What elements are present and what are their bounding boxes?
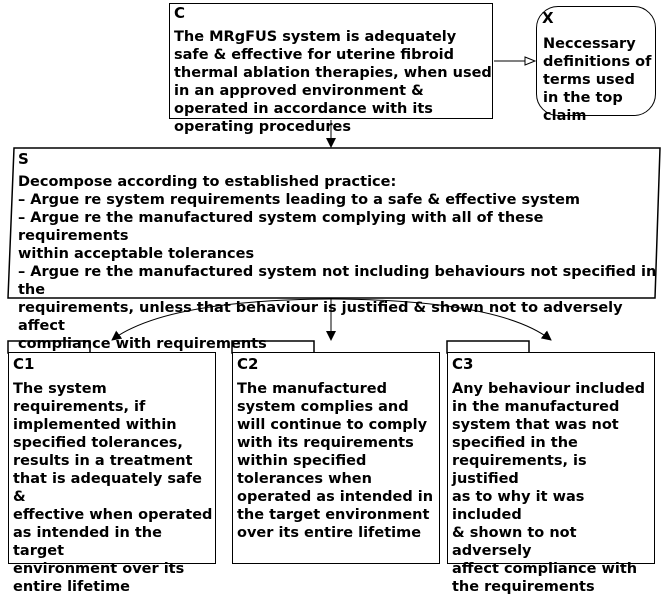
context-text: Neccessary definitions of terms used in the top claim <box>543 36 652 124</box>
strategy-line: within acceptable tolerances <box>18 246 255 262</box>
subgoal-line: specified tolerances, <box>13 435 183 451</box>
subgoal-line: with its requirements <box>237 435 414 451</box>
subgoal-line: tolerances when <box>237 471 372 487</box>
subgoal-line: & shown to not adversely <box>452 525 577 559</box>
subgoal-line: system complies and <box>237 399 409 415</box>
subgoal-line: entire lifetime <box>13 579 131 595</box>
strategy-id: S <box>18 150 29 168</box>
subgoal-id: C2 <box>237 355 259 373</box>
strategy-line: compliance with requirements <box>18 336 267 352</box>
subgoal-line: within specified <box>237 453 367 469</box>
subgoal-c1 <box>8 352 216 595</box>
subgoal-c2 <box>232 352 440 564</box>
subgoal-id: C1 <box>13 355 35 373</box>
subgoal-line: as intended in the target <box>13 525 162 559</box>
strategy-line: – Argue re system requirements leading to a safe & effective system <box>18 192 581 208</box>
subgoal-line: specified in the <box>452 435 578 451</box>
strategy-line: – Argue re the manufactured system not including behaviours not specified in the <box>18 264 657 298</box>
subgoal-line: results in a treatment <box>13 453 193 469</box>
strategy-text <box>18 173 658 353</box>
claim-id: C <box>174 4 186 22</box>
strategy-line: requirements, unless that behaviour is justified & shown not to adversely affect <box>18 300 623 334</box>
subgoal-line: over its entire lifetime <box>237 525 422 541</box>
subgoal-line: implemented within <box>13 417 177 433</box>
subgoal-line: Any behaviour included <box>452 381 646 397</box>
subgoal-line: that is adequately safe & <box>13 471 202 505</box>
context-id: X <box>542 9 554 27</box>
subgoal-line: as to why it was included <box>452 489 585 523</box>
subgoal-c3 <box>447 352 655 595</box>
strategy-line: Decompose according to established practice: <box>18 174 397 190</box>
subgoal-line: the requirements <box>452 579 595 595</box>
subgoal-line: The manufactured <box>237 381 387 397</box>
subgoal-line: in the manufactured <box>452 399 620 415</box>
subgoal-line: environment over its <box>13 561 185 577</box>
subgoal-line: affect compliance with <box>452 561 638 577</box>
subgoal-id: C3 <box>452 355 474 373</box>
subgoal-text <box>237 380 437 542</box>
subgoal-line: operated as intended in <box>237 489 434 505</box>
subgoal-line: requirements, is justified <box>452 453 587 487</box>
subgoal-line: the target environment <box>237 507 430 523</box>
subgoal-line: will continue to comply <box>237 417 428 433</box>
claim-text: The MRgFUS system is adequately safe & effective for uterine fibroid thermal ablation therapies, when used in an approved environment & operated in accordance with its operating procedures <box>174 29 492 135</box>
subgoal-line: system that was not <box>452 417 619 433</box>
subgoal-line: The system <box>13 381 107 397</box>
subgoal-line: effective when operated <box>13 507 213 523</box>
subgoal-text <box>452 380 652 596</box>
strategy-line: – Argue re the manufactured system complying with all of these requirements <box>18 210 544 244</box>
subgoal-line: requirements, if <box>13 399 146 415</box>
subgoal-text <box>13 380 213 596</box>
